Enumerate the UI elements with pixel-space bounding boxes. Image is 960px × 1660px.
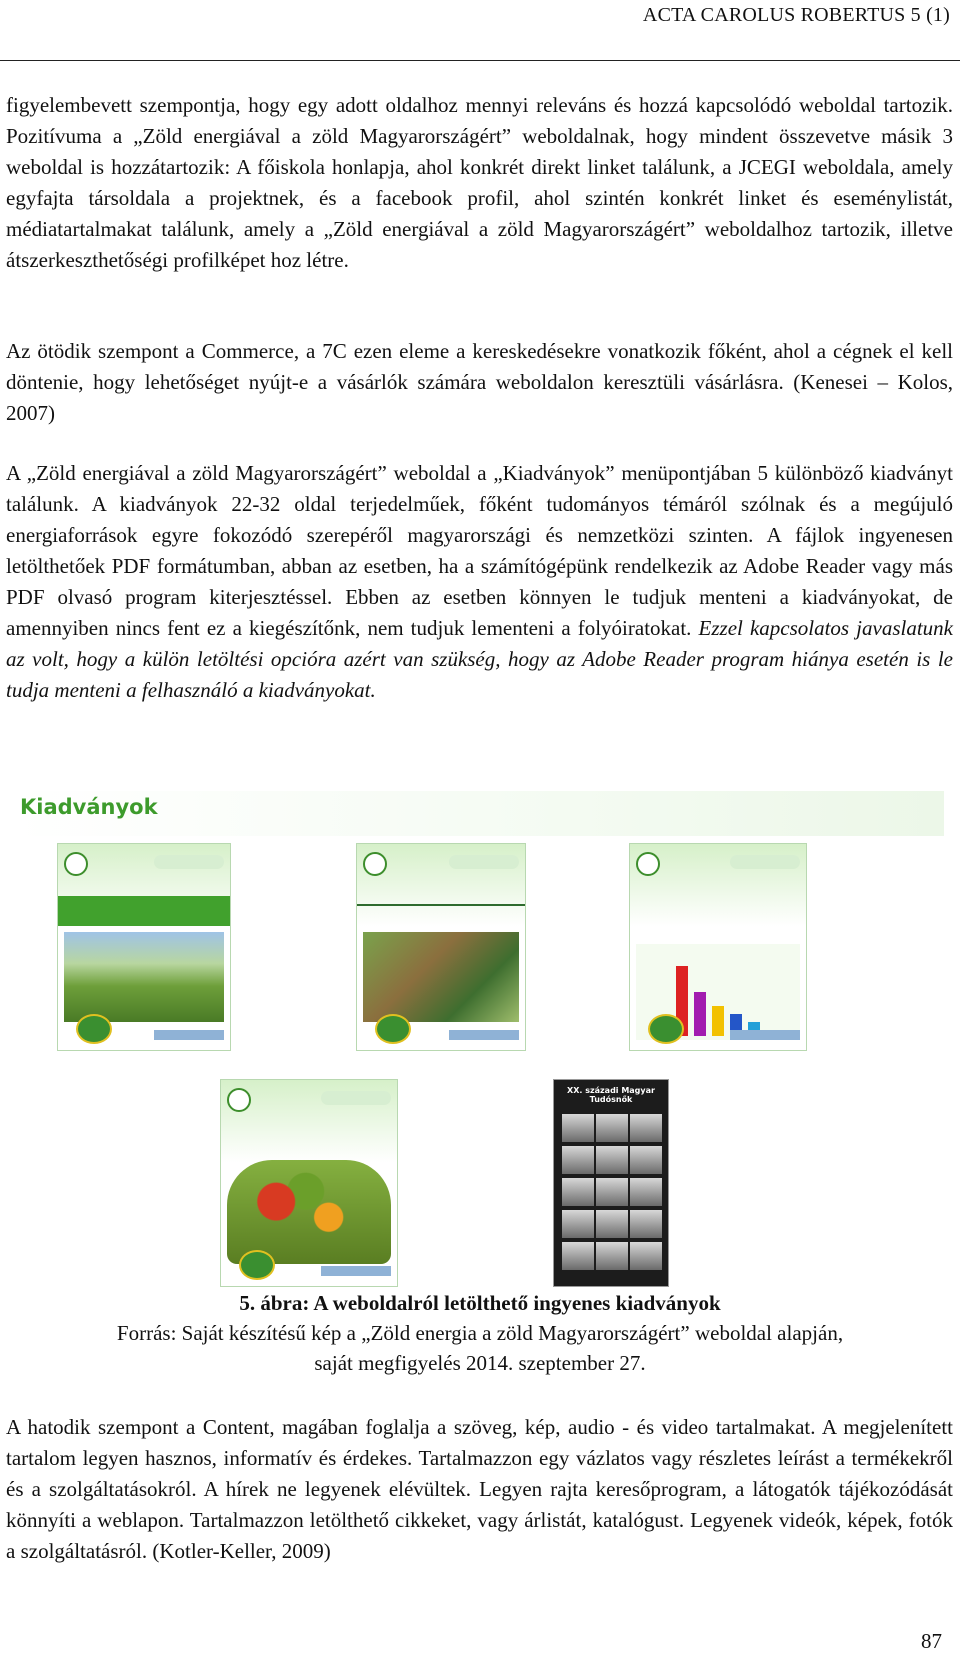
eu-logo-strip (730, 1030, 800, 1040)
graphic-bar (694, 992, 706, 1036)
cover-bolcsode-ovoda[interactable] (629, 843, 807, 1051)
szechenyi-logo-icon (154, 855, 224, 869)
cover-magyar-tudosnok[interactable] (553, 1079, 669, 1287)
journal-title: ACTA CAROLUS ROBERTUS 5 (1) (642, 4, 950, 26)
portrait (630, 1146, 662, 1174)
cover-photo (64, 932, 224, 1022)
college-logo-icon (363, 852, 387, 876)
hungary-map-icon (375, 1014, 411, 1044)
portrait (630, 1178, 662, 1206)
eu-logo-strip (321, 1266, 391, 1276)
cover-title-band (357, 904, 525, 934)
portrait (596, 1146, 628, 1174)
page-number: 87 (921, 1629, 942, 1653)
portrait (596, 1178, 628, 1206)
paragraph-2-text: Az ötödik szempont a Commerce, a 7C ezen eleme a kereskedésekre vonatkozik főként, ahol a cégnek el kell döntenie, hogy lehetőséget nyújt-e a vásárlók számára weboldalon keresztüli vásárlásra. (Kenesei – Kolos, 2007) (6, 339, 953, 425)
portrait (562, 1210, 594, 1238)
paragraph-1-text: figyelembevett szempontja, hogy egy adott oldalhoz mennyi releváns és hozzá kapcsolódó weboldal tartozik. Pozitívuma a „Zöld energiával a zöld Magyarországért” weboldalnak, hogy mindent összevetve másik 3 weboldal is hozzátartozik: A főiskola honlapja, ahol konkrét direkt linket találunk, a JCEGI weboldala, amely egyfajta társoldala a projektnek, és a facebook profil, ahol szintén konkrét linket és eseménylistát, médiatartalmakat találunk, amely a „Zöld energiával a zöld Magyarországért” weboldalhoz tartozik, illetve átszerkeszthetőségi profilképet hoz létre. (6, 93, 953, 272)
cover-kutatasai[interactable] (57, 843, 231, 1051)
szechenyi-logo-icon (449, 855, 519, 869)
szechenyi-logo-icon (321, 1091, 391, 1105)
portrait (630, 1242, 662, 1270)
cover-title: XX. századi Magyar Tudósnők (567, 1086, 655, 1104)
publications-figure (14, 791, 944, 1276)
cover-title-band (58, 896, 230, 926)
szechenyi-logo-icon (730, 855, 800, 869)
portrait (562, 1242, 594, 1270)
college-logo-icon (64, 852, 88, 876)
hungary-map-icon (239, 1250, 275, 1280)
eu-logo-strip (449, 1030, 519, 1040)
running-header (643, 4, 950, 27)
hungary-map-icon (648, 1014, 684, 1044)
figure-caption-title: 5. ábra: A weboldalról letölthető ingyenes kiadványok (239, 1291, 721, 1315)
college-logo-icon (636, 852, 660, 876)
portrait (562, 1114, 594, 1142)
portrait (596, 1114, 628, 1142)
paragraph-3-text: A „Zöld energiával a zöld Magyarországért” weboldal a „Kiadványok” menüpontjában 5 különböző kiadványt találunk. A kiadványok 22-32 oldal terjedelműek, főként tudományos témáról szólnak és a megújuló energiaforrások egyre fokozódó szerepéről magyarországi és nemzetközi szinten. A fájlok ingyenesen letölthetőek PDF formátumban, abban az esetben, ha a számítógépünk rendelkezik az Adobe Reader vagy más PDF olvasó program kiterjesztéssel. Ebben az esetben könnyen le tudjuk menteni a kiadványokat, de amennyiben nincs fent ez a kiegészítőnk, nem tudjuk lementeni a folyóiratokat. (6, 461, 953, 640)
cover-vegetables-photo (227, 1160, 391, 1264)
figure-caption-source: Forrás: Saját készítésű kép a „Zöld energia a zöld Magyarországért” weboldal alapján, (116, 1321, 844, 1345)
figure-caption-source-line2: saját megfigyelés 2014. szeptember 27. (314, 1351, 646, 1375)
portrait (596, 1210, 628, 1238)
paragraph-3-italic: Ezzel kapcsolatos javaslatunk az volt, hogy a külön letöltési opcióra azért van szükség, hogy az Adobe Reader program hiánya esetén is le tudja menteni a felhasználó a kiadványokat. (6, 616, 953, 702)
portrait (596, 1242, 628, 1270)
paragraph-1 (6, 90, 953, 276)
college-logo-icon (227, 1088, 251, 1112)
cover-buszkek-vagyunk[interactable] (356, 843, 526, 1051)
paragraph-3 (6, 458, 953, 706)
paragraph-4-text: A hatodik szempont a Content, magában foglalja a szöveg, kép, audio - és video tartalmakat. A megjelenített tartalom legyen hasznos, informatív és érdekes. Tartalmazzon egy vázlatos vagy részletes leírást a termékekről és a szolgáltatásokról. A hírek ne legyenek elévültek. Legyen rajta keresőprogram, a látogatók tájékozódását könnyíti a weblapon. Tartalmazzon letölthető cikkeket, vagy árlistát, katalógust. Legyenek videók, képek, fotók a szolgáltatásról. (Kotler-Keller, 2009) (6, 1415, 953, 1563)
figure-header-band (14, 791, 944, 836)
cover-elelmiszer-energia[interactable] (220, 1079, 398, 1287)
paragraph-2 (6, 336, 953, 429)
graphic-bar (712, 1006, 724, 1036)
hungary-map-icon (76, 1014, 112, 1044)
figure-heading: Kiadványok (20, 795, 158, 819)
eu-logo-strip (154, 1030, 224, 1040)
portrait (562, 1146, 594, 1174)
portrait (562, 1178, 594, 1206)
portrait (630, 1114, 662, 1142)
cover-photo (363, 932, 519, 1022)
portrait (630, 1210, 662, 1238)
header-rule (0, 60, 960, 61)
paragraph-4 (6, 1412, 953, 1567)
